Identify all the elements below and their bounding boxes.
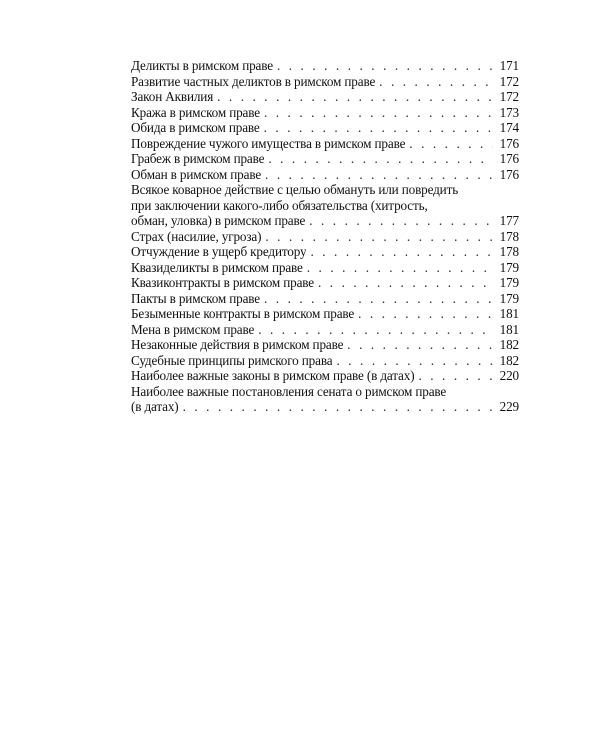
- dot-leader: [183, 399, 493, 415]
- toc-entry-title: Развитие частных деликтов в римском праве: [131, 73, 376, 89]
- toc-entry-page: 176: [499, 151, 519, 166]
- dot-leader: [336, 353, 493, 369]
- toc-entry-insult: [131, 120, 519, 136]
- toc-entry-private-delicts: [131, 74, 519, 90]
- toc-entry-last-line: [131, 399, 519, 415]
- toc-entry-page: 171: [499, 58, 519, 73]
- toc-entry-page: 172: [499, 73, 519, 89]
- toc-entry-fear: [131, 229, 519, 245]
- toc-entry-lex-aquilia: [131, 89, 519, 105]
- toc-entry-page: 179: [499, 259, 519, 275]
- toc-entry-alienation: [131, 244, 519, 260]
- toc-entry-title: Кража в римском праве: [131, 104, 260, 120]
- toc-entry-quasi-contracts: [131, 275, 519, 291]
- toc-entry-page: 172: [499, 89, 519, 104]
- toc-entry-title: Безыменные контракты в римском праве: [131, 306, 355, 321]
- toc-entry-page: 173: [499, 104, 519, 120]
- toc-entry-title: Наиболее важные законы в римском праве (в датах): [131, 368, 415, 383]
- dot-leader: [264, 291, 493, 307]
- toc-entry-page: 220: [499, 368, 519, 383]
- dot-leader: [277, 58, 493, 74]
- toc-entry-title: Судебные принципы римского права: [131, 352, 333, 368]
- toc-entry-page: 178: [499, 228, 519, 244]
- toc-entry-title: Грабеж в римском праве: [131, 151, 265, 166]
- dot-leader: [258, 322, 493, 338]
- toc-entry-title: Квазиделикты в римском праве: [131, 259, 303, 275]
- toc-entry-title: Незаконные действия в римском праве: [131, 337, 344, 352]
- toc-entry-property-damage: [131, 136, 519, 152]
- dot-leader: [418, 368, 493, 384]
- toc-entry-quasi-delicts: [131, 260, 519, 276]
- toc-entry-title: Деликты в римском праве: [131, 58, 273, 73]
- dot-leader: [265, 167, 493, 183]
- table-of-contents: [131, 58, 519, 415]
- toc-entry-page: 176: [499, 166, 519, 182]
- dot-leader: [307, 260, 493, 276]
- toc-entry-title-line: Всякое коварное действие с целью обмануть или повредить: [131, 182, 459, 197]
- dot-leader: [264, 105, 493, 121]
- toc-entry-delicts: [131, 58, 519, 74]
- dot-leader: [358, 306, 493, 322]
- toc-entry-page: 182: [499, 352, 519, 368]
- toc-entry-title: (в датах): [131, 399, 179, 414]
- dot-leader: [347, 337, 493, 353]
- toc-entry-title: Обида в римском праве: [131, 120, 260, 135]
- toc-entry-page: 229: [499, 399, 519, 414]
- dot-leader: [318, 275, 493, 291]
- toc-entry-important-laws: [131, 368, 519, 384]
- toc-entry-title: Мена в римском праве: [131, 321, 255, 337]
- toc-entry-theft: [131, 105, 519, 121]
- toc-entry-title-line: Наиболее важные постановления сената о римском праве: [131, 383, 447, 399]
- dot-leader: [309, 213, 493, 229]
- toc-entry-last-line: [131, 213, 519, 229]
- toc-entry-pacts: [131, 291, 519, 307]
- toc-entry-fraud: [131, 167, 519, 183]
- dot-leader: [264, 120, 493, 136]
- toc-entry-robbery: [131, 151, 519, 167]
- toc-entry-judicial-principles: [131, 353, 519, 369]
- toc-entry-title: Повреждение чужого имущества в римском праве: [131, 135, 406, 151]
- dot-leader: [268, 151, 493, 167]
- toc-entry-exchange: [131, 322, 519, 338]
- toc-entry-page: 178: [499, 244, 519, 259]
- toc-entry-dolus: [131, 182, 519, 229]
- dot-leader: [310, 244, 493, 260]
- toc-entry-page: 179: [499, 275, 519, 290]
- dot-leader: [265, 229, 493, 245]
- toc-entry-title: Обман в римском праве: [131, 166, 262, 182]
- toc-entry-title: Страх (насилие, угроза): [131, 228, 262, 244]
- toc-entry-page: 181: [499, 306, 519, 321]
- toc-entry-title: Квазиконтракты в римском праве: [131, 275, 314, 290]
- toc-entry-senate-resolutions: [131, 384, 519, 415]
- toc-entry-title-line: при заключении какого-либо обязательства (хитрость,: [131, 197, 428, 213]
- toc-entry-page: 181: [499, 321, 519, 337]
- toc-entry-title: Пакты в римском праве: [131, 290, 260, 306]
- toc-entry-page: 176: [499, 135, 519, 151]
- toc-entry-title: обман, уловка) в римском праве: [131, 213, 306, 228]
- dot-leader: [379, 74, 493, 90]
- toc-entry-page: 174: [499, 120, 519, 135]
- toc-entry-innominate-contracts: [131, 306, 519, 322]
- dot-leader: [217, 89, 493, 105]
- toc-entry-page: 179: [499, 290, 519, 306]
- toc-entry-page: 177: [499, 213, 519, 228]
- toc-entry-title: Закон Аквилия: [131, 89, 214, 104]
- toc-entry-page: 182: [499, 337, 519, 352]
- toc-entry-unlawful-acts: [131, 337, 519, 353]
- dot-leader: [409, 136, 493, 152]
- toc-entry-title: Отчуждение в ущерб кредитору: [131, 244, 307, 259]
